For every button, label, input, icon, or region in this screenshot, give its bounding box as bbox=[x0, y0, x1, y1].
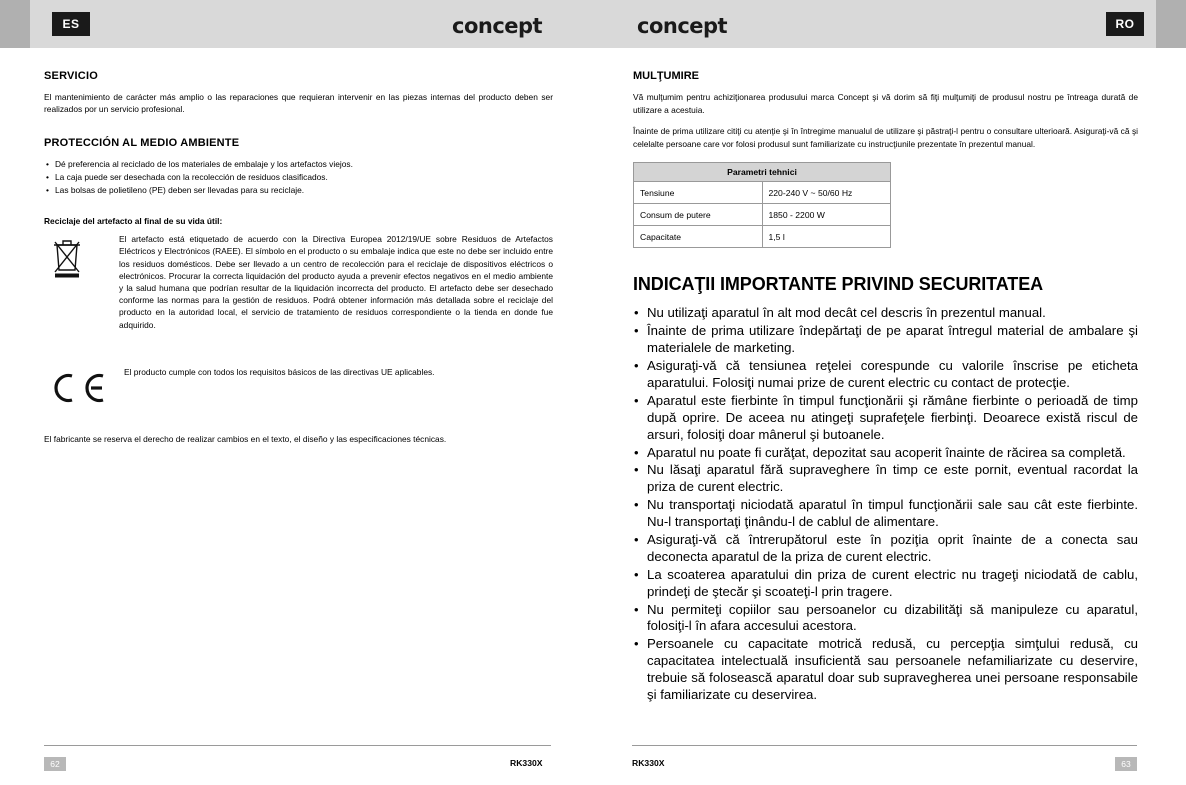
language-badge-ro: RO bbox=[1106, 12, 1144, 36]
brand-logo-left: concept bbox=[452, 14, 543, 38]
servicio-heading: SERVICIO bbox=[44, 70, 98, 82]
list-item: • Las bolsas de polietileno (PE) deben ser llevadas para su reciclaje. bbox=[55, 184, 553, 197]
manufacturer-note: El fabricante se reserva el derecho de realizar cambios en el texto, el diseño y las especificaciones técnicas. bbox=[44, 433, 447, 444]
multumire-paragraph-1: Vă mulţumim pentru achiziţionarea produsului marca Concept şi vă dorim să fiţi mulţumiţi de produsul nostru pe întreaga durată de utilizare a acestuia. bbox=[633, 92, 1138, 115]
page-footer bbox=[0, 745, 1186, 785]
table-header-row bbox=[634, 163, 891, 182]
page-number-left: 62 bbox=[44, 757, 66, 771]
table-cell-value: 220-240 V ~ 50/60 Hz bbox=[762, 182, 891, 204]
table-cell-value: 1850 - 2200 W bbox=[762, 204, 891, 226]
right-page-column bbox=[593, 48, 1186, 745]
list-item: • Nu transportaţi niciodată aparatul în timpul funcţionării sale sau cât este fierbinte. Nu-l transportaţi ţinându-l de cablul de alimentare. bbox=[633, 497, 1138, 531]
proteccion-heading: PROTECCIÓN AL MEDIO AMBIENTE bbox=[44, 137, 240, 150]
language-badge-es: ES bbox=[52, 12, 90, 36]
technical-parameters-table bbox=[633, 162, 891, 248]
recycle-icon-column bbox=[44, 232, 119, 331]
brand-logo-right: concept bbox=[637, 14, 728, 38]
list-item: • Înainte de prima utilizare îndepărtaţi de pe aparat întregul material de ambalare şi materialele de marketing. bbox=[633, 323, 1138, 357]
proteccion-bullet-list bbox=[44, 158, 553, 196]
ce-row bbox=[44, 345, 553, 408]
footer-divider-right bbox=[632, 745, 1137, 746]
list-item: • La scoaterea aparatului din priza de curent electric nu trageţi niciodată de cablu, prindeţi de ştecăr şi scoateţi-l prin tragere. bbox=[633, 567, 1138, 601]
table-cell-value: 1,5 l bbox=[762, 226, 891, 248]
list-item: • Aparatul este fierbinte în timpul funcţionării şi rămâne fierbinte o perioadă de timp după oprire. De aceea nu atingeţi suprafeţele fierbinţi. Deoarece există riscul de arsuri, folosiţi doar mânerul şi butoanele. bbox=[633, 393, 1138, 444]
model-label-right: RK330X bbox=[632, 758, 665, 768]
list-item: • Nu permiteţi copiilor sau persoanelor cu dizabilităţi să manipuleze cu aparatul, folosiţi-l în afara accesului acestora. bbox=[633, 602, 1138, 636]
table-row bbox=[634, 204, 891, 226]
multumire-paragraph-2: Înainte de prima utilizare citiţi cu atenţie şi în întregime manualul de utilizare şi păstraţi-l pentru o consultare ulterioară. Asiguraţi-vă că şi celelalte persoane care vor folosi produsul sunt familiarizate cu instrucţiunile prezentate în prezentul manual. bbox=[633, 126, 1138, 149]
model-label-left: RK330X bbox=[510, 758, 543, 768]
list-item: • Dé preferencia al reciclado de los materiales de embalaje y los artefactos viejos. bbox=[55, 158, 553, 171]
header-right-edge bbox=[1156, 0, 1186, 48]
ce-declaration-text: El producto cumple con todos los requisitos básicos de las directivas UE aplicables. bbox=[124, 366, 435, 377]
recycle-body-text: El artefacto está etiquetado de acuerdo con la Directiva Europea 2012/19/UE sobre Residuos de Artefactos Eléctricos y Electrónicos (RAEE). El símbolo en el producto o su embalaje indica que este no debe ser incluido entre los residuos domésticos. Debe ser llevado a un centro de recolección para el reciclaje de dispositivos eléctricos o electrónicos. Procurar la correcta liquidación del producto ayuda a prevenir efectos negativos en el medio ambiente y la salud humana que podrían resultar de la liquidación incorrecta del producto. El artefacto debe ser desechado conforme las normas para la gestión de residuos. Podrá obtener información más detallada sobre el reciclaje del producto en la autoridad local, el servicio de tratamiento de residuos correspondiente o la tienda en donde fue adquirido. bbox=[119, 234, 553, 330]
list-item: • Nu lăsaţi aparatul fără supraveghere în timp ce este pornit, eventual racordat la priza de curent electric. bbox=[633, 462, 1138, 496]
reciclaje-heading: Reciclaje del artefacto al final de su vida útil: bbox=[44, 216, 223, 227]
securitate-heading: INDICAŢII IMPORTANTE PRIVIND SECURITATEA bbox=[633, 274, 1044, 295]
list-item: • Nu utilizaţi aparatul în alt mod decât cel descris în prezentul manual. bbox=[633, 305, 1138, 322]
page-header bbox=[0, 0, 1186, 48]
ce-icon-column bbox=[44, 345, 119, 408]
recycle-block bbox=[44, 232, 553, 331]
table-row bbox=[634, 226, 891, 248]
wee-bin-icon bbox=[50, 234, 84, 278]
table-header-cell: Parametri tehnici bbox=[634, 163, 891, 182]
page-number-right: 63 bbox=[1115, 757, 1137, 771]
page-content bbox=[0, 48, 1186, 745]
list-item: • Asiguraţi-vă că întrerupătorul este în poziţia oprit înainte de a conecta sau deconecta aparatul de la priza de curent electric. bbox=[633, 532, 1138, 566]
list-item: • Asiguraţi-vă că tensiunea reţelei corespunde cu valorile înscrise pe eticheta aparatului. Folosiţi numai prize de curent electric cu contact de protecţie. bbox=[633, 358, 1138, 392]
table-cell-label: Capacitate bbox=[634, 226, 763, 248]
list-item: • Aparatul nu poate fi curăţat, depozitat sau acoperit înainte de răcirea sa completă. bbox=[633, 445, 1138, 462]
multumire-heading: MULŢUMIRE bbox=[633, 70, 699, 82]
safety-instructions-list bbox=[633, 305, 1138, 703]
left-page-column bbox=[0, 48, 593, 745]
list-item: • Persoanele cu capacitate motrică redusă, cu percepţia simţului redusă, cu capacitatea intelectuală insuficientă sau persoanele nefamiliarizate cu deservire, trebuie să folosească aparatul doar sub supravegherea unei persoane responsabile şi familiarizate cu deservirea. bbox=[633, 636, 1138, 704]
table-cell-label: Consum de putere bbox=[634, 204, 763, 226]
footer-divider-left bbox=[44, 745, 551, 746]
list-item: • La caja puede ser desechada con la recolección de residuos clasificados. bbox=[55, 171, 553, 184]
ce-mark-icon bbox=[48, 373, 119, 408]
header-left-edge bbox=[0, 0, 30, 48]
table-cell-label: Tensiune bbox=[634, 182, 763, 204]
servicio-body: El mantenimiento de carácter más amplio o las reparaciones que requieran intervenir en las piezas internas del producto deben ser realizados por un servicio profesional. bbox=[44, 92, 553, 115]
table-row bbox=[634, 182, 891, 204]
